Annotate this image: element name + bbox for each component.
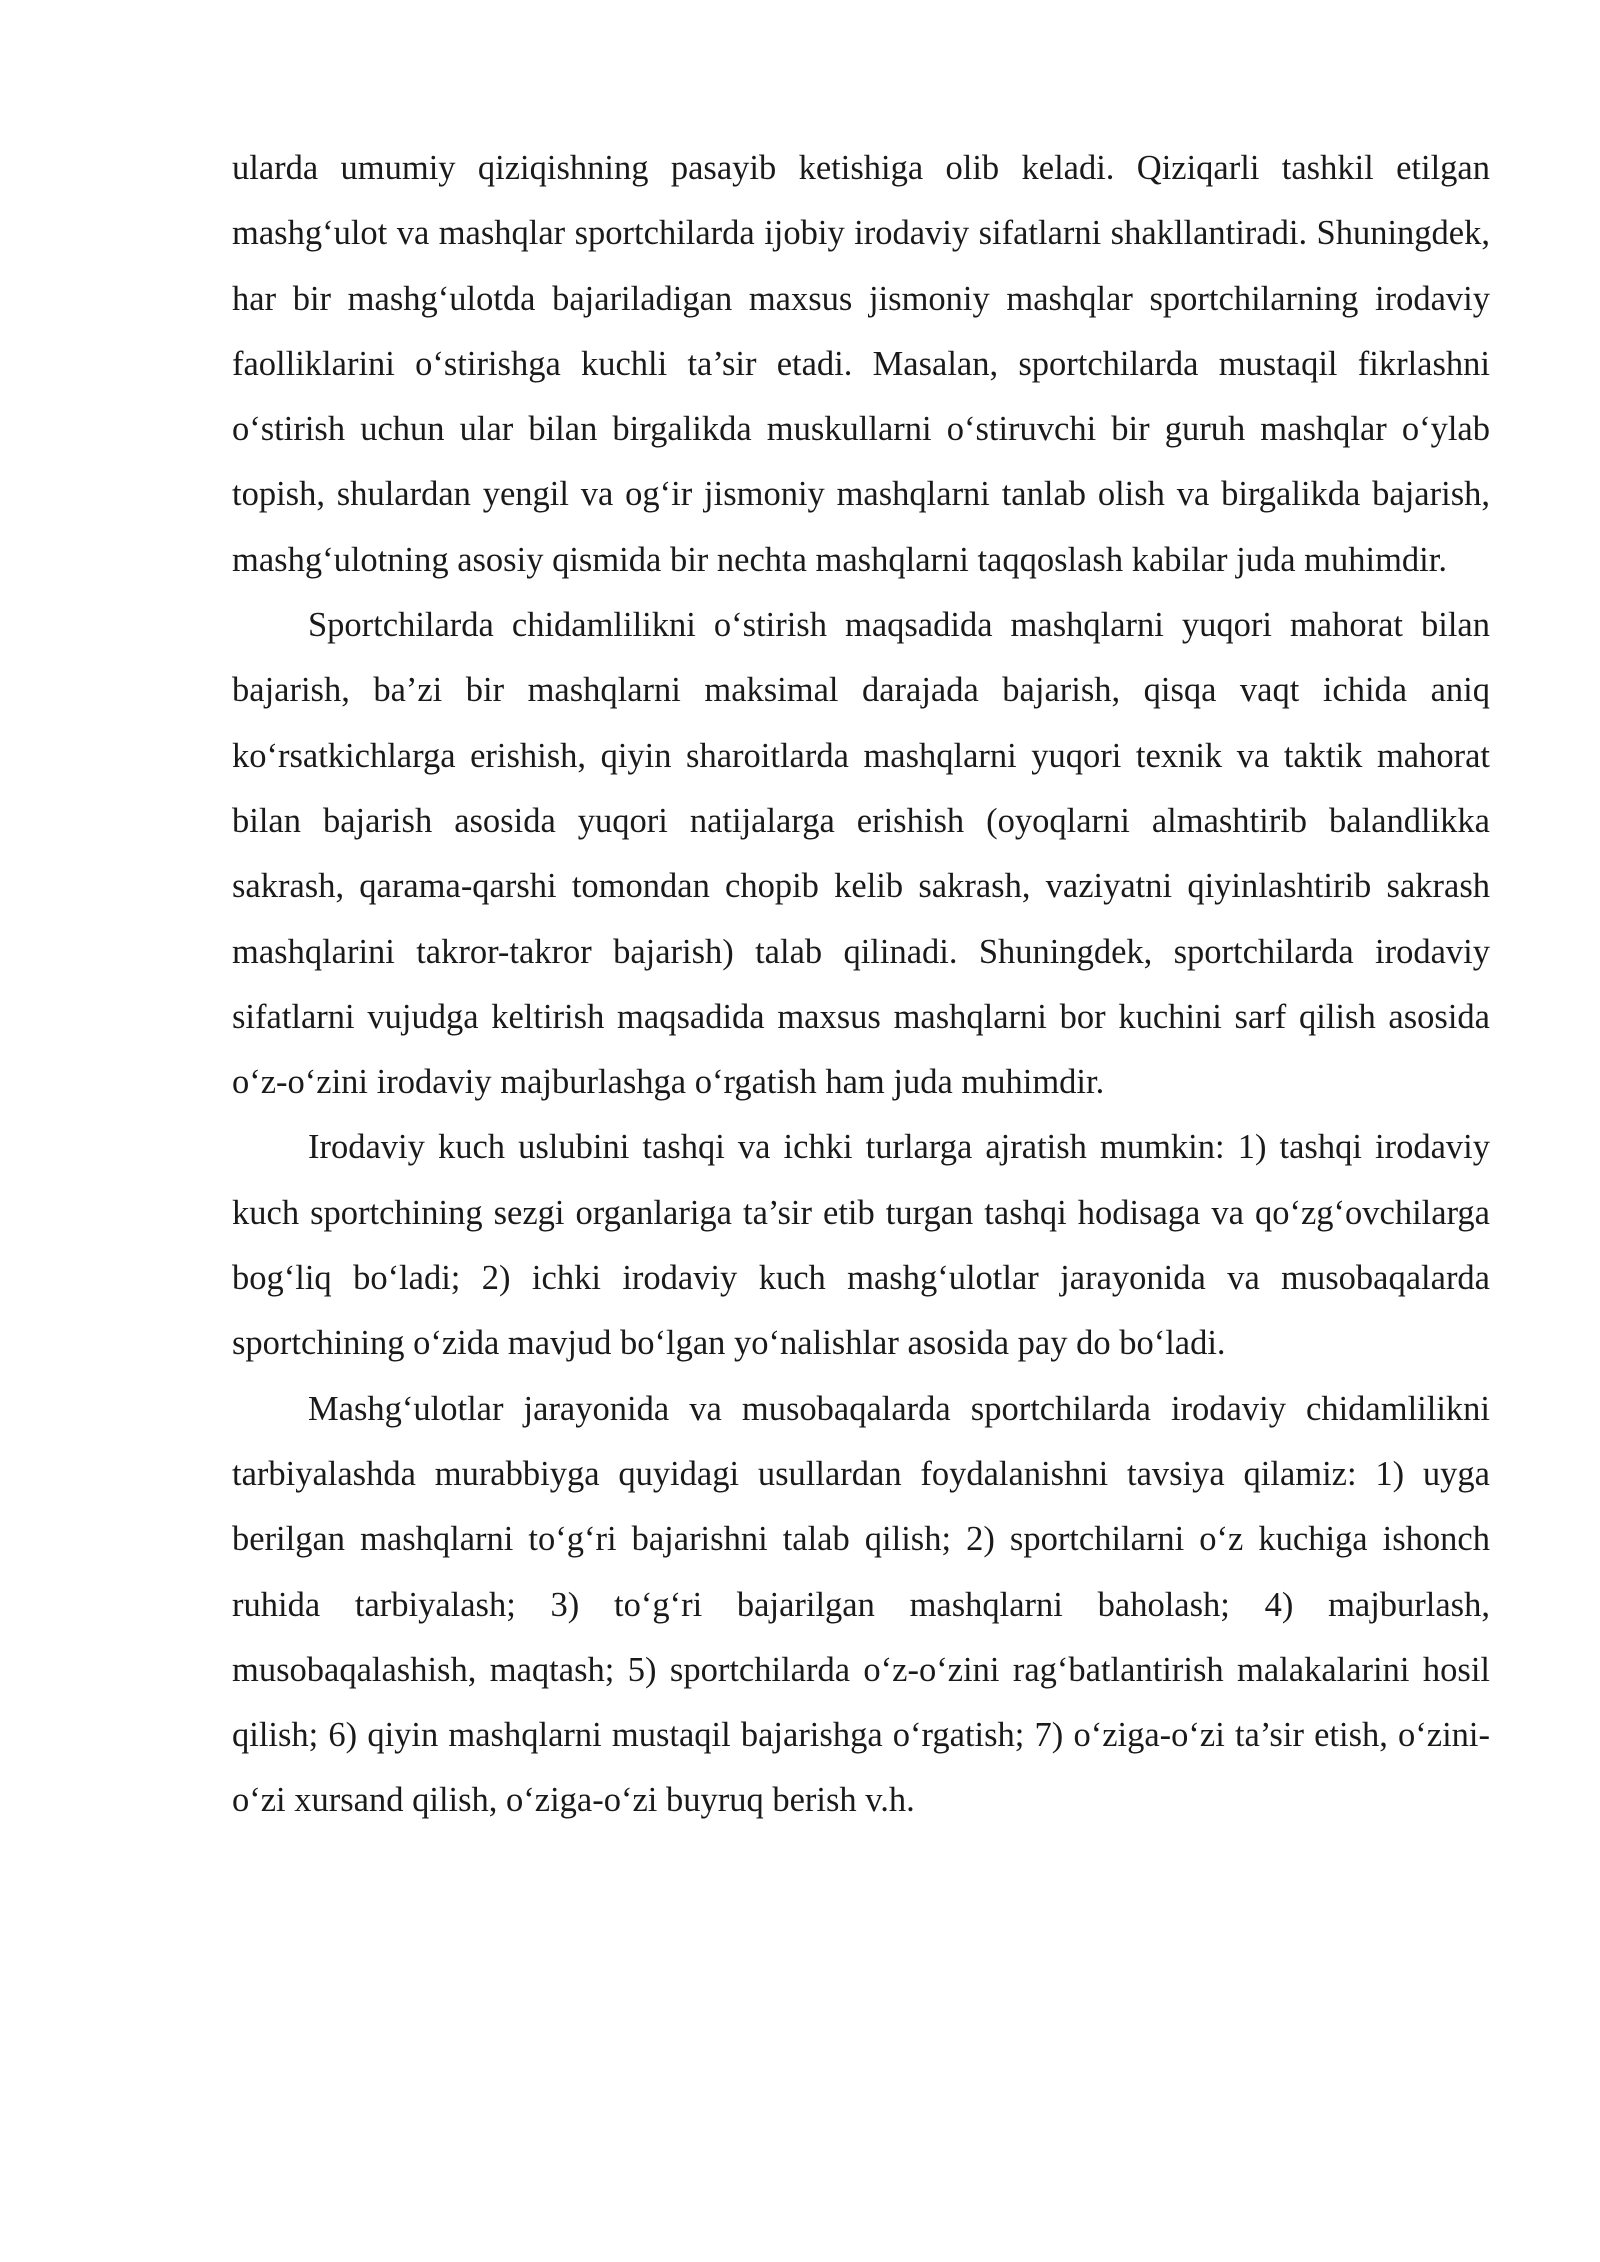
- paragraph-coach-methods: Mashg‘ulotlar jarayonida va musobaqalarda sportchilarda irodaviy chidamlilikni tarbiyalashda murabbiyga quyidagi usullardan foydalanishni tavsiya qilamiz: 1) uyga berilgan mashqlarni to‘g‘ri bajarishni talab qilish; 2) sportchilarni o‘z kuchiga ishonch ruhida tarbiyalash; 3) to‘g‘ri bajarilgan mashqlarni baholash; 4) majburlash, musobaqalashish, maqtash; 5) sportchilarda o‘z-o‘zini rag‘batlantirish malakalarini hosil qilish; 6) qiyin mashqlarni mustaqil bajarishga o‘rgatish; 7) o‘ziga-o‘zi ta’sir etish, o‘zini-o‘zi xursand qilish, o‘ziga-o‘zi buyruq berish v.h.: [232, 1389, 1490, 1820]
- paragraph-willpower-types: Irodaviy kuch uslubini tashqi va ichki turlarga ajratish mumkin: 1) tashqi irodaviy kuch sportchining sezgi organlariga ta’sir etib turgan tashqi hodisaga va qo‘zg‘ovchilarga bog‘liq bo‘ladi; 2) ichki irodaviy kuch mashg‘ulotlar jarayonida va musobaqalarda sportchining o‘zida mavjud bo‘lgan yo‘nalishlar asosida pay do bo‘ladi.: [232, 1128, 1490, 1363]
- paragraph-continuation: ularda umumiy qiziqishning pasayib ketishiga olib keladi. Qiziqarli tashkil etilgan mashg‘ulot va mashqlar sportchilarda ijobiy irodaviy sifatlarni shakllantiradi. Shuningdek, har bir mashg‘ulotda bajariladigan maxsus jismoniy mashqlar sportchilarning irodaviy faolliklarini o‘stirishga kuchli ta’sir etadi. Masalan, sportchilarda mustaqil fikrlashni o‘stirish uchun ular bilan birgalikda muskullarni o‘stiruvchi bir guruh mashqlar o‘ylab topish, shulardan yengil va og‘ir jismoniy mashqlarni tanlab olish va birgalikda bajarish, mashg‘ulotning asosiy qismida bir nechta mashqlarni taqqoslash kabilar juda muhimdir.: [232, 149, 1490, 579]
- paragraph-endurance: Sportchilarda chidamlilikni o‘stirish maqsadida mashqlarni yuqori mahorat bilan bajarish, ba’zi bir mashqlarni maksimal darajada bajarish, qisqa vaqt ichida aniq ko‘rsatkichlarga erishish, qiyin sharoitlarda mashqlarni yuqori texnik va taktik mahorat bilan bajarish asosida yuqori natijalarga erishish (oyoqlarni almashtirib balandlikka sakrash, qarama-qarshi tomondan chopib kelib sakrash, vaziyatni qiyinlashtirib sakrash mashqlarini takror-takror bajarish) talab qilinadi. Shuningdek, sportchilarda irodaviy sifatlarni vujudga keltirish maqsadida maxsus mashqlarni bor kuchini sarf qilish asosida o‘z-o‘zini irodaviy majburlashga o‘rgatish ham juda muhimdir.: [232, 606, 1490, 1102]
- document-page: [232, 136, 1490, 1834]
